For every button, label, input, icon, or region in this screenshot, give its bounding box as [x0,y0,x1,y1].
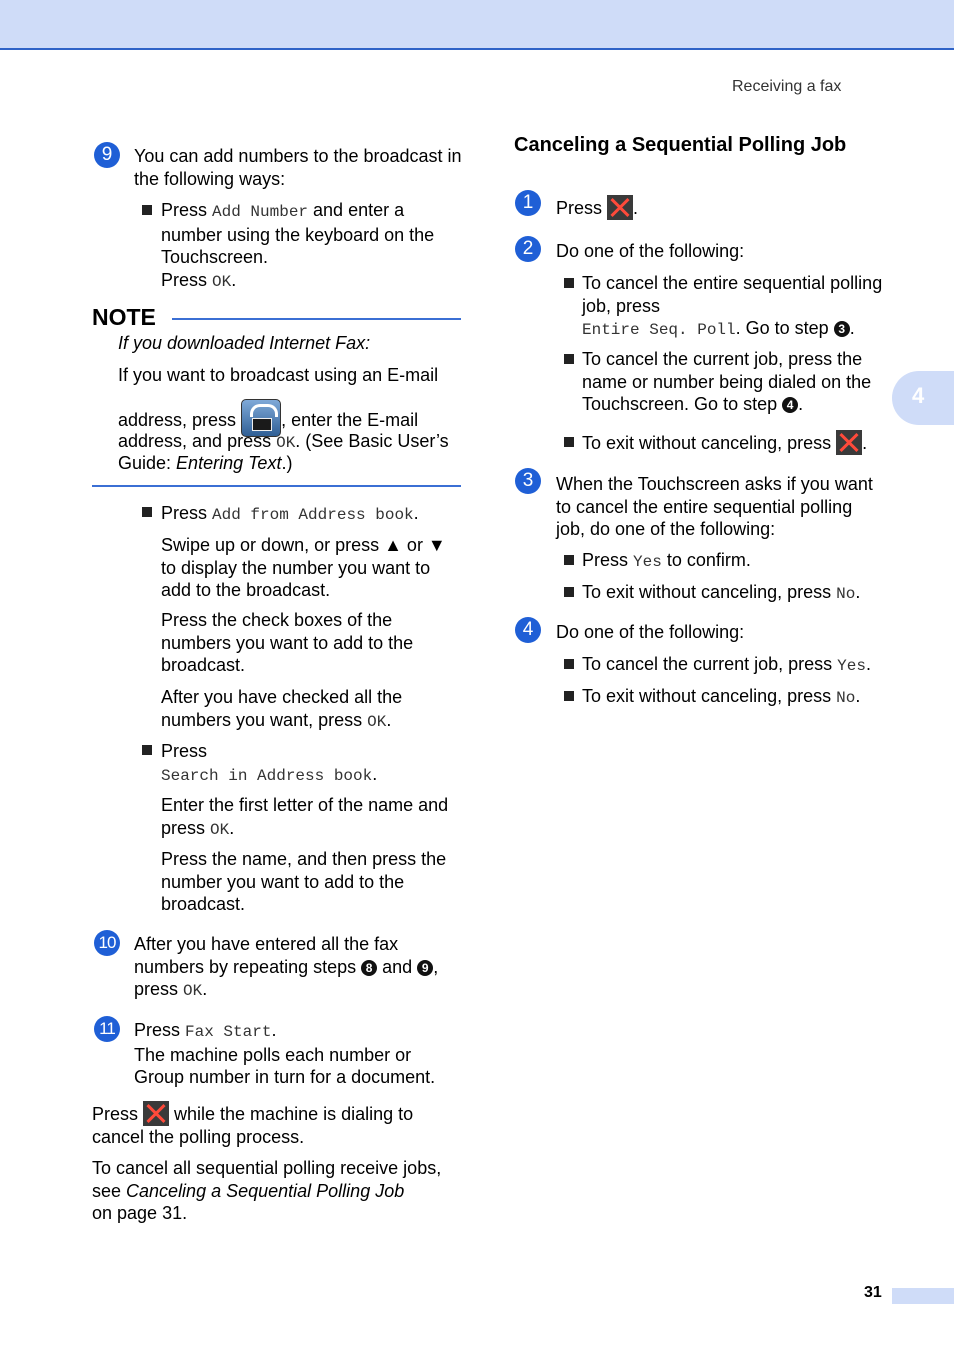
bullet [564,659,574,669]
search-first-letter: Enter the first letter of the name and press OK. [161,795,449,839]
stop-x-icon [836,430,862,455]
address-book-ok: After you have checked all the numbers you want, press OK. [161,687,403,731]
bullet [564,555,574,565]
step-ref-8: 8 [361,960,377,976]
step-number-3: 3 [515,468,541,494]
note-rule [172,318,461,320]
step2-bullet-exit: To exit without canceling, press . [582,430,887,455]
bullet [142,745,152,755]
note-line-2: address, press , enter the E-mail [118,399,418,437]
step-number-2: 2 [515,236,541,262]
step9-intro: You can add numbers to the broadcast in the following ways: [134,146,462,189]
step10-text: After you have entered all the fax numbers by repeating steps 8 and 9 , press OK. [134,934,439,1000]
bullet [564,354,574,364]
running-header: Receiving a fax [732,78,842,95]
step-number-1: 1 [515,190,541,216]
stop-x-icon [143,1101,169,1126]
step-number-10: 10 [94,930,120,956]
section-heading: Canceling a Sequential Polling Job [514,134,847,156]
bullet [564,587,574,597]
bullet [564,691,574,701]
note-line-1: If you want to broadcast using an E-mail [118,365,439,385]
step-number-11: 11 [94,1016,120,1042]
address-book-check: Press the check boxes of the numbers you want to add to the broadcast. [161,610,414,675]
step9-bullet-address-book: Press Add from Address book. [161,503,419,524]
bullet [142,205,152,215]
stop-x-icon [607,195,633,220]
step-number-4: 4 [515,617,541,643]
page-number: 31 [864,1284,882,1301]
step9-bullet-add-number: Press Add Number and enter a number using the keyboard on the Touchscreen. Press OK. [161,200,435,291]
chapter-tab: 4 [892,371,954,425]
note-italic: If you downloaded Internet Fax: [118,333,371,353]
code-add-number: Add Number [212,203,309,221]
step11-text: Press Fax Start. The machine polls each number or Group number in turn for a document. [134,1020,436,1087]
step3-text: When the Touchscreen asks if you want to cancel the entire sequential polling job, do one of the following: [556,474,873,539]
note-rule-bottom [92,485,461,487]
step-ref-3: 3 [834,321,850,337]
page-number-bar [892,1288,954,1304]
step4-bullet-yes: To cancel the current job, press Yes. [582,654,871,675]
step-ref-4: 4 [782,397,798,413]
top-band [0,0,954,50]
address-book-swipe: Swipe up or down, or press ▲ or ▼ to display the number you want to add to the broadcast. [161,535,446,600]
step2-bullet-entire: To cancel the entire sequential polling job, press Entire Seq. Poll. Go to step 3 . [582,273,883,339]
step2-text: Do one of the following: [556,241,745,261]
step2-bullet-current: To cancel the current job, press the name or number being dialed on the Touchscreen. Go to step 4 . [582,349,872,414]
step9-bullet-search: Press Search in Address book. [161,741,378,785]
step1-text: Press . [556,195,638,220]
step4-bullet-no: To exit without canceling, press No. [582,686,861,707]
step4-text: Do one of the following: [556,622,745,642]
bullet [564,437,574,447]
step-ref-9: 9 [417,960,433,976]
bullet [142,507,152,517]
step3-bullet-no: To exit without canceling, press No. [582,582,861,603]
step3-bullet-yes: Press Yes to confirm. [582,550,751,571]
cancel-polling-para: Press while the machine is dialing to cancel the polling process. [92,1101,462,1149]
note-line-4: Guide: Entering Text.) [118,453,293,473]
cancel-all-para: To cancel all sequential polling receive jobs, see Canceling a Sequential Polling Job on page 31. [92,1158,442,1223]
bullet [564,278,574,288]
code-ok: OK [212,272,232,291]
note-line-3: address, and press OK. (See Basic User’s [118,431,449,452]
search-press-name: Press the name, and then press the number you want to add to the broadcast. [161,849,447,914]
note-title: NOTE [92,304,156,330]
step-number-9: 9 [94,142,120,168]
